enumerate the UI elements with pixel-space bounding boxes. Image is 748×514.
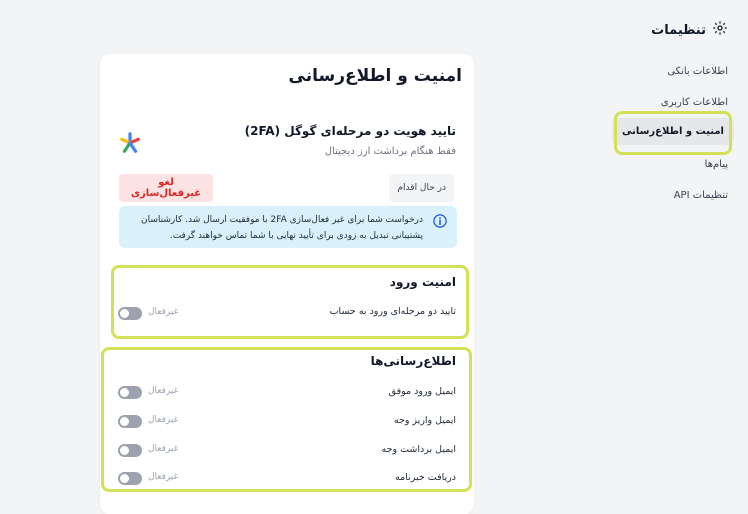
login-security-title: امنیت ورود — [389, 275, 456, 289]
page-title: امنیت و اطلاع‌رسانی — [288, 66, 462, 86]
notif-deposit-email-status: غیرفعال — [148, 415, 179, 425]
settings-sidebar — [623, 0, 748, 500]
cancel-deactivation-button[interactable]: لغو غیرفعال‌سازی — [119, 174, 213, 202]
alert-line-1: درخواست شما برای غیر فعال‌سازی 2FA با موفقیت ارسال شد. کارشناسان — [141, 215, 423, 225]
2fa-title: تایید هویت دو مرحله‌ای گوگل (2FA) — [244, 124, 456, 138]
info-alert — [119, 206, 457, 248]
security-card — [100, 54, 474, 514]
google-authenticator-icon — [119, 132, 141, 154]
notif-deposit-email-label: ایمیل واریز وجه — [393, 415, 456, 426]
sidebar-item-security[interactable]: امنیت و اطلاع‌رسانی — [612, 118, 734, 145]
sidebar-title-text: تنظیمات — [651, 22, 706, 38]
login-2fa-toggle[interactable] — [118, 307, 142, 320]
notif-withdraw-email-toggle[interactable] — [118, 444, 142, 457]
sidebar-item-bank-info[interactable]: اطلاعات بانکی — [667, 66, 728, 77]
notif-newsletter-status: غیرفعال — [148, 472, 179, 482]
notif-withdraw-email-status: غیرفعال — [148, 444, 179, 454]
notif-newsletter-toggle[interactable] — [118, 472, 142, 485]
login-2fa-label: تایید دو مرحله‌ای ورود به حساب — [329, 306, 456, 317]
sidebar-item-user-info[interactable]: اطلاعات کاربری — [660, 97, 728, 108]
info-icon — [433, 214, 447, 228]
notif-login-email-toggle[interactable] — [118, 386, 142, 399]
notif-newsletter-label: دریافت خبرنامه — [395, 472, 456, 483]
sidebar-title — [651, 20, 728, 40]
notif-login-email-status: غیرفعال — [148, 386, 179, 396]
notif-login-email-label: ایمیل ورود موفق — [388, 386, 456, 397]
2fa-subtitle: فقط هنگام برداشت ارز دیجیتال — [324, 146, 456, 157]
alert-line-2: پشتیبانی تبدیل به زودی برای تأیید نهایی با شما تماس خواهند گرفت. — [169, 231, 423, 241]
notif-deposit-email-toggle[interactable] — [118, 415, 142, 428]
2fa-status-badge: در حال اقدام — [389, 174, 454, 202]
sidebar-item-api-settings[interactable]: تنظیمات API — [673, 190, 728, 201]
gear-icon — [712, 20, 728, 40]
login-2fa-status: غیرفعال — [148, 307, 179, 317]
notif-withdraw-email-label: ایمیل برداشت وجه — [381, 444, 456, 455]
notifications-title: اطلاع‌رسانی‌ها — [370, 354, 456, 368]
sidebar-item-messages[interactable]: پیام‌ها — [704, 159, 728, 170]
